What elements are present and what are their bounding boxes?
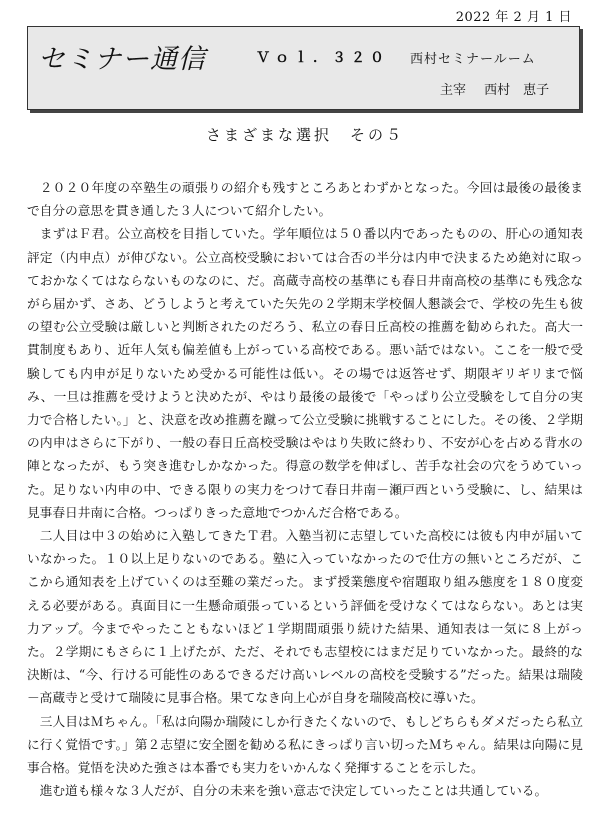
author-line	[440, 79, 563, 98]
author-role: 主宰	[440, 83, 467, 98]
issue-date: 2022 年 2 月 1 日	[455, 10, 572, 25]
article-body	[27, 176, 583, 802]
author-name: 西村 恵子	[484, 83, 550, 98]
paragraph-student-m: 三人目はＭちゃん。「私は向陽か瑞陵にしか行きたくないので、もしどちらもダメだったら私立に行く覚悟です。」第２志望に安全圏を勧める私にきっぱり言い切ったＭちゃん。結果は向陽に見事合格。覚悟を決めた強さは本番でも実力をいかんなく発揮することを示した。	[27, 713, 583, 776]
paragraph-student-t: 二人目は中３の始めに入塾してきたＴ君。入塾当初に志望していた高校には彼も内申が届いていなかった。１０以上足りないのである。塾に入っていなかったので仕方の無いところだが、ここから通知表を上げていくのは至難の業だった。まず授業態度や宿題取り組み態度を１８０度変える必要がある。真面目に一生懸命頑張っているという評価を受けなくてはならない。あとは実力アップ。今までやったこともないほど１学期間頑張り続けた結果、通知表は一気に８上がった。２学期にもさらに１上げたが、ただ、それでも志望校にはまだ足りていなかった。最終的な決断は、“今、行ける可能性のあるできるだけ高いレベルの高校を受験する”だった。結果は瑞陵－高蔵寺と受けて瑞陵に見事合格。果てなき向上心が自身を瑞陵高校に導いた。	[27, 528, 583, 706]
paragraph-intro: ２０２０年度の卒塾生の頑張りの紹介も残すところあとわずかとなった。今回は最後の最後まで自分の意思を貫き通した３人について紹介したい。	[27, 180, 583, 219]
paragraph-conclusion: 進む道も様々な３人だが、自分の未来を強い意志で決定していったことは共通している。	[39, 783, 548, 799]
article-title: さまざまな選択 その５	[205, 126, 404, 144]
organization-name: 西村セミナールーム	[410, 52, 536, 67]
newsletter-title: セミナー通信	[38, 44, 206, 75]
paragraph-student-f: まずはＦ君。公立高校を目指していた。学年順位は５０番以内であったものの、肝心の通知表評定（内申点）が伸びない。公立高校受験においては合否の半分は内申で決まるため絶対に取っておかなくてはならないものなのに、だ。高蔵寺高校の基準にも春日井南高校の基準にも残念ながら届かず、さあ、どうしようと考えていた矢先の２学期末学校個人懇談会で、学校の先生も彼の望む公立受験は厳しいと判断されたのだろう、私立の春日丘高校の推薦を勧められた。高大一貫制度もあり、近年人気も偏差値も上がっている高校である。悪い話ではない。ここを一般で受験しても内申が足りないため受かる可能性は低い。その場では返答せず、期限ギリギリまで悩み、一旦は推薦を受けようと決めたが、やはり最後の最後で「やっぱり公立受験をして自分の実力で合格したい。」と、決意を改め推薦を蹴って公立受験に挑戦することにした。その後、２学期の内申はさらに下がり、一般の春日丘高校受験はやはり失敗に終わり、不安が心を占める背水の陣となったが、もう突き進むしかなかった。得意の数学を伸ばし、苦手な社会の穴をうめていった。足りない内申の中、できる限りの実力をつけて春日井南－瀬戸西という受験に、し、結果は見事春日井南に合格。つっぱりきった意地でつかんだ合格である。	[27, 226, 583, 520]
newsletter-header	[27, 26, 580, 110]
volume-number: Ｖｏｌ．３２０	[256, 50, 389, 66]
